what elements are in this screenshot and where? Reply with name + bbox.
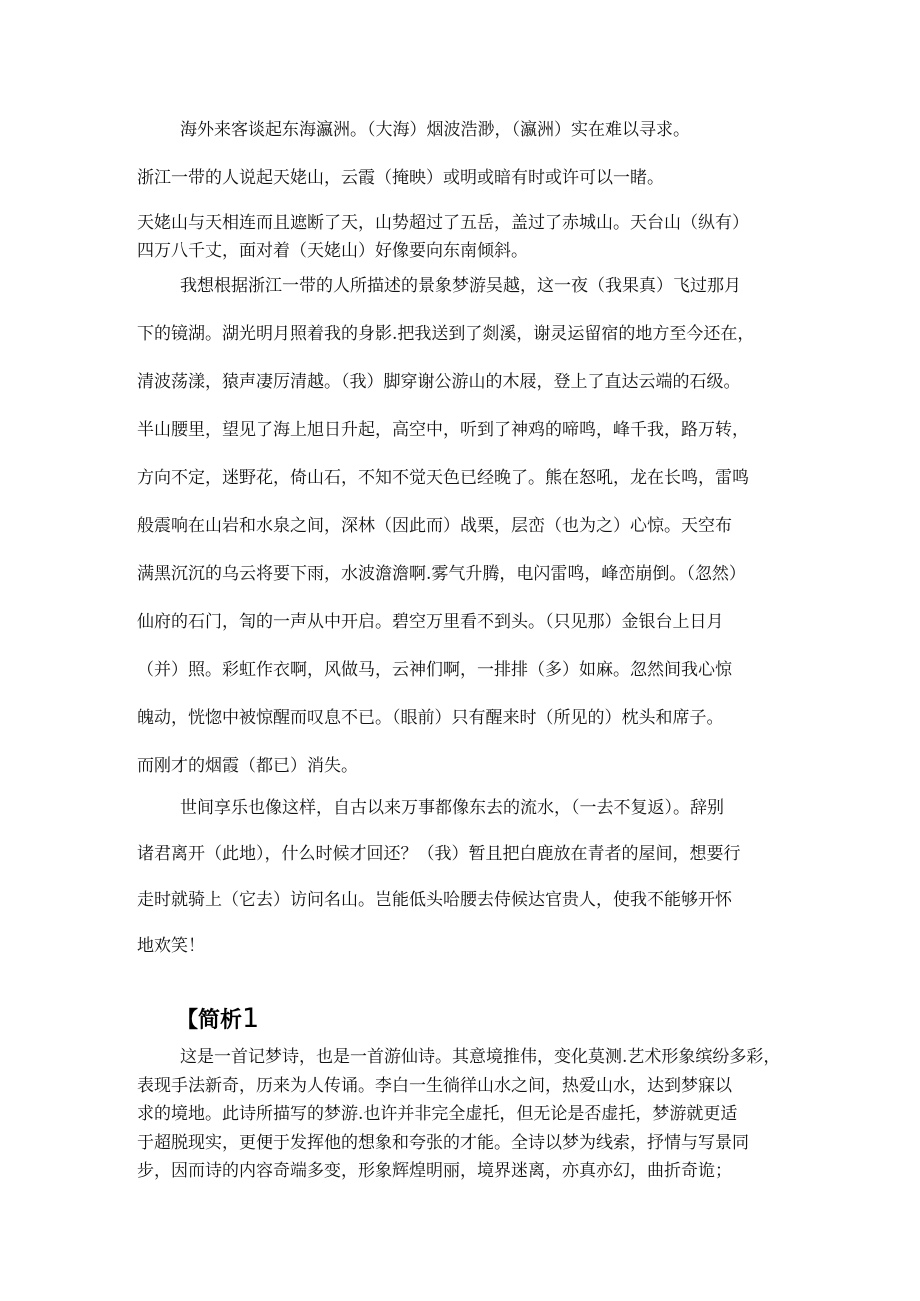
section-heading	[176, 1003, 259, 1034]
text-line: 半山腰里，望见了海上旭日升起，高空中，听到了神鸡的啼鸣，峰千我，路万转，	[137, 420, 749, 440]
paragraph-analysis	[137, 1043, 797, 1186]
text-line: 下的镜湖。湖光明月照着我的身影.把我送到了剡溪，谢灵运留宿的地方至今还在，	[137, 324, 755, 344]
text-line: 这是一首记梦诗，也是一首游仙诗。其意境推伟，变化莫测.艺术形象缤纷多彩，	[180, 1047, 781, 1067]
text-line: 走时就骑上（它去）访问名山。岂能低头哈腰去侍候达官贵人，使我不能够开怀	[137, 890, 732, 910]
text-line: 表现手法新奇，历来为人传诵。李白一生徜徉山水之间，热爱山水，达到梦寐以	[137, 1075, 732, 1096]
heading-text: 【简析	[176, 1008, 243, 1033]
text-line: 而刚才的烟霞（都已）消失。	[137, 756, 358, 776]
text-line: 世间享乐也像这样，自古以来万事都像东去的流水，（一去不复返）。辞别	[180, 798, 724, 818]
paragraph-translation-3	[137, 209, 797, 265]
paragraph-translation-2	[137, 163, 797, 188]
text-line: 步，因而诗的内容奇端多变，形象辉煌明丽，境界迷离，亦真亦幻，曲折奇诡；	[137, 1161, 732, 1181]
text-line: 求的境地。此诗所描写的梦游.也许并非完全虚托，但无论是否虚托，梦游就更适	[137, 1104, 738, 1124]
text-line: 清波荡漾，猿声凄厉清越。（我）脚穿谢公游山的木屐，登上了直达云端的石级。	[137, 372, 741, 392]
paragraph-translation-1	[137, 115, 797, 140]
text-line: （并）照。彩虹作衣啊，风做马，云神们啊，一排排（多）如麻。忽然间我心惊	[137, 660, 732, 680]
text-line: 地欢笑！	[137, 936, 205, 956]
paragraph-translation-4	[137, 262, 797, 790]
text-line: 般震响在山岩和水泉之间，深林（因此而）战栗，层峦（也为之）心惊。天空布	[137, 516, 732, 536]
text-line: 海外来客谈起东海瀛洲。（大海）烟波浩渺，（瀛洲）实在难以寻求。	[180, 120, 690, 140]
text-line: 浙江一带的人说起天姥山，云霞（掩映）或明或暗有时或许可以一睹。	[137, 168, 664, 188]
text-line: 四万八千丈，面对着（天姥山）好像要向东南倾斜。	[137, 241, 528, 261]
text-line: 我想根据浙江一带的人所描述的景象梦游吴越，这一夜（我果真）飞过那月	[180, 276, 741, 296]
paragraph-translation-5	[137, 785, 797, 969]
text-line: 方向不定，迷野花，倚山石，不知不觉天色已经晚了。熊在怒吼，龙在长鸣，雷鸣	[137, 468, 749, 488]
heading-number: 1	[242, 1003, 260, 1034]
text-line: 天姥山与天相连而且遮断了天，山势超过了五岳，盖过了赤城山。天台山（纵有）	[137, 213, 749, 233]
text-line: 诸君离开（此地），什么时候才回还？（我）暂且把白鹿放在青者的屋间，想要行	[137, 844, 741, 864]
text-line: 于超脱现实，更便于发挥他的想象和夸张的才能。全诗以梦为线索，抒情与写景同	[137, 1132, 749, 1153]
text-line: 满黑沉沉的乌云将要下雨，水波澹澹啊.雾气升腾，电闪雷鸣，峰峦崩倒。（忽然）	[137, 564, 746, 584]
text-line: 仙府的石门，訇的一声从中开启。碧空万里看不到头。（只见那）金银台上日月	[137, 612, 724, 632]
text-line: 魄动，恍惚中被惊醒而叹息不已。（眼前）只有醒来时（所见的）枕头和席子。	[137, 708, 724, 728]
